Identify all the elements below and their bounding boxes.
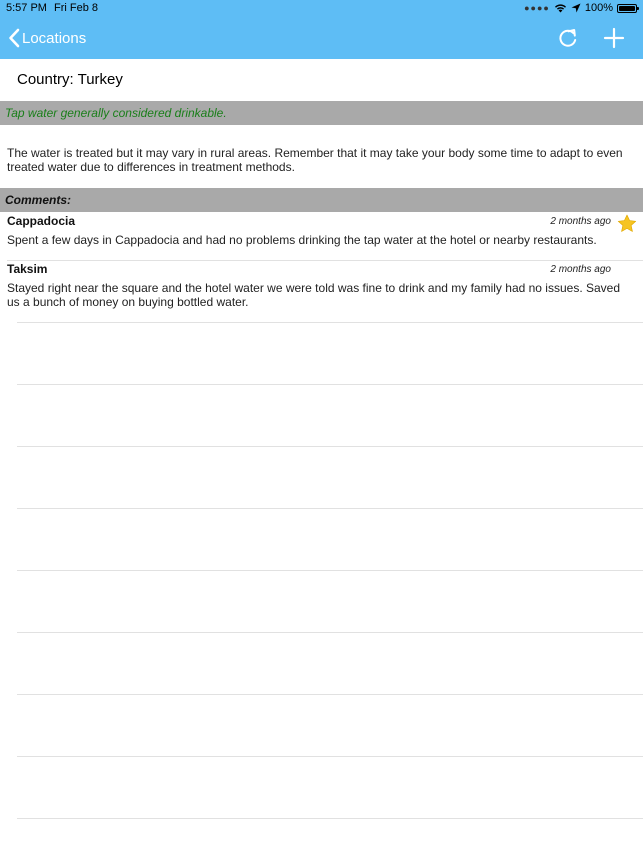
- wifi-icon: [554, 3, 567, 13]
- back-button-label: Locations: [22, 29, 87, 47]
- empty-row-divider: [17, 694, 643, 695]
- comment-body: Stayed right near the square and the hotel water we were told was fine to drink and my family had no issues. Saved us a bunch of money on buying bottled water.: [7, 281, 621, 309]
- empty-row-divider: [17, 570, 643, 571]
- empty-row-divider: [17, 446, 643, 447]
- comment-age: 2 months ago: [550, 216, 611, 227]
- star-icon[interactable]: [617, 214, 637, 233]
- water-description: The water is treated but it may vary in rural areas. Remember that it may take your body some time to adapt to even treated water due to differences in treatment methods.: [7, 146, 623, 174]
- battery-percent: 100%: [584, 2, 613, 14]
- comment-divider: [7, 260, 643, 261]
- empty-row-divider: [17, 508, 643, 509]
- water-status-band: [0, 101, 643, 125]
- navigation-bar: [0, 0, 643, 59]
- battery-level: [619, 6, 635, 11]
- status-time: 5:57 PM: [6, 2, 47, 14]
- status-indicators: [524, 1, 637, 15]
- refresh-icon[interactable]: [557, 27, 579, 49]
- empty-row-divider: [17, 384, 643, 385]
- empty-row-divider: [17, 818, 643, 819]
- comment-item[interactable]: [0, 214, 643, 260]
- comment-item[interactable]: [0, 262, 643, 322]
- comment-body: Spent a few days in Cappadocia and had no problems drinking the tap water at the hotel or nearby restaurants.: [7, 233, 597, 247]
- location-arrow-icon: [571, 3, 581, 13]
- signal-icon: ●●●●: [524, 3, 550, 13]
- comment-divider: [17, 322, 643, 323]
- empty-row-divider: [17, 756, 643, 757]
- comment-age: 2 months ago: [550, 264, 611, 275]
- status-date: Fri Feb 8: [54, 2, 99, 14]
- battery-icon: [617, 4, 637, 13]
- comment-location: Cappadocia: [7, 214, 76, 228]
- empty-row-divider: [17, 632, 643, 633]
- plus-icon[interactable]: [602, 26, 626, 50]
- comments-title: Comments:: [5, 193, 72, 207]
- back-button[interactable]: [8, 26, 86, 50]
- comment-location: Taksim: [7, 262, 48, 276]
- water-status-text: Tap water generally considered drinkable.: [5, 106, 227, 120]
- comments-header: [0, 188, 643, 212]
- page-title: Country: Turkey: [17, 71, 123, 88]
- chevron-left-icon: [8, 28, 20, 48]
